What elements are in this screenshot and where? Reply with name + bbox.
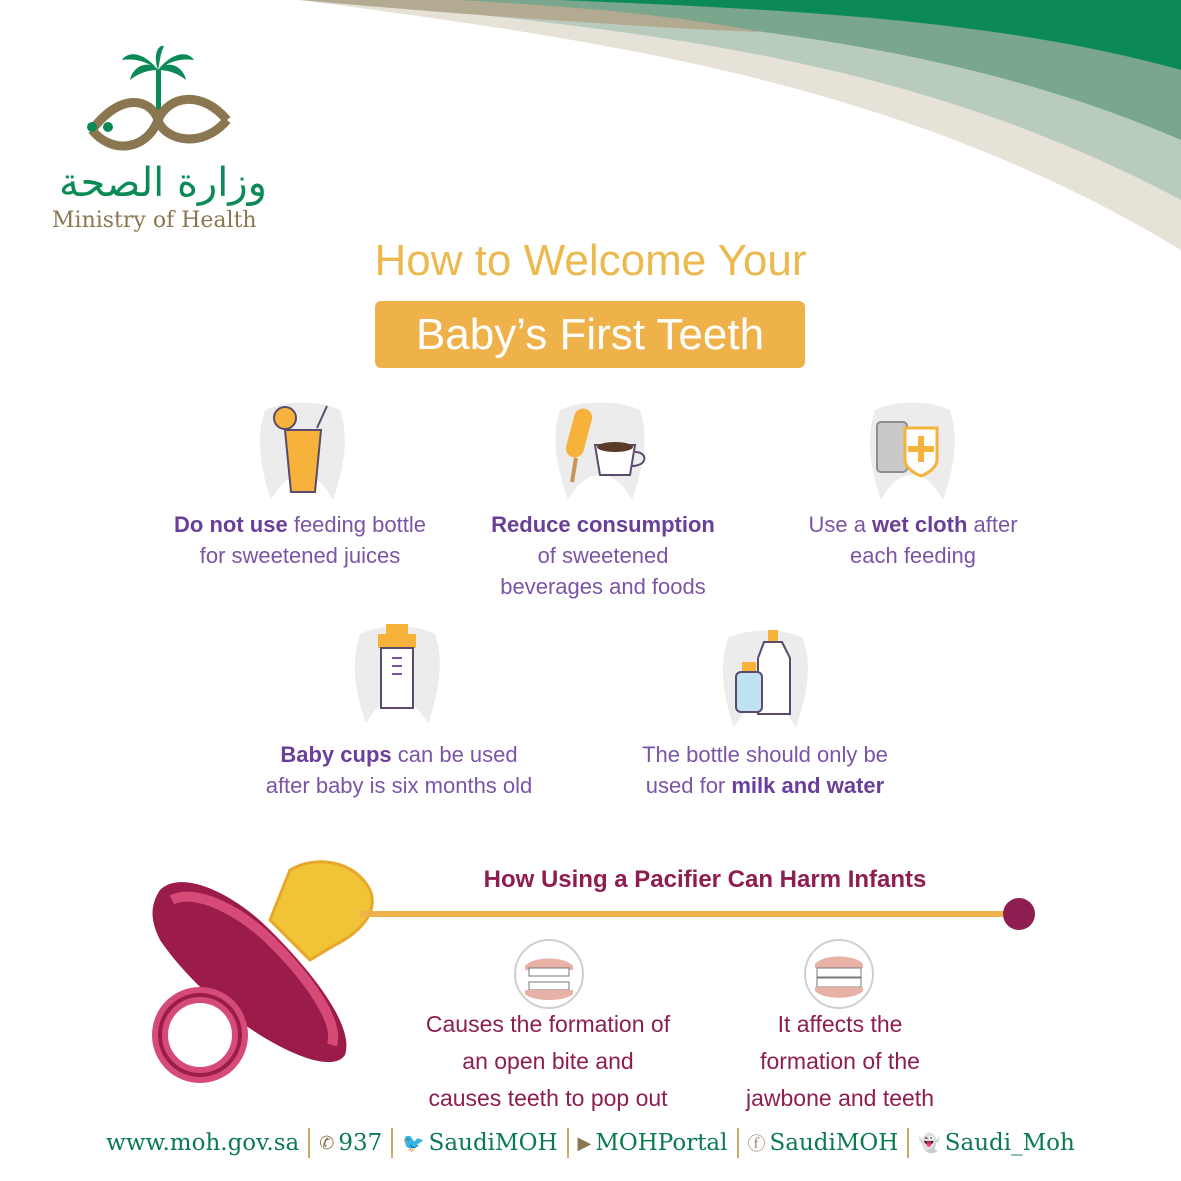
tip-wet-cloth — [763, 509, 1063, 571]
tip-no-feeding-bottle — [140, 509, 460, 571]
footer-separator — [308, 1128, 310, 1158]
harm-2-line3: jawbone and teeth — [746, 1085, 934, 1111]
jawbone-teeth-icon — [803, 938, 875, 1010]
baby-cup-tooth-icon — [350, 622, 445, 734]
tip-1-bold: Do not use — [174, 512, 288, 537]
youtube-icon: ▶ — [577, 1132, 592, 1154]
bottles-tooth-icon — [718, 628, 813, 738]
tip-3-pre: Use a — [808, 512, 873, 537]
logo-english-text: Ministry of Health — [52, 208, 257, 233]
logo-arabic-text: وزارة الصحة — [59, 160, 267, 206]
tip-4-bold: Baby cups — [280, 742, 392, 767]
tip-3-text-line2: each feeding — [850, 543, 976, 568]
tip-2-bold: Reduce consumption — [491, 512, 715, 537]
wet-cloth-tooth-icon — [865, 400, 960, 510]
harm-2-line2: formation of the — [760, 1048, 920, 1074]
tip-5-text-line1: The bottle should only be — [642, 742, 888, 767]
page-title-line2: Baby’s First Teeth — [415, 309, 765, 359]
open-bite-icon — [513, 938, 585, 1010]
tip-3-bold: wet cloth — [872, 512, 968, 537]
footer-snapchat[interactable]: Saudi_Moh — [944, 1130, 1075, 1156]
footer-website[interactable]: www.moh.gov.sa — [106, 1130, 300, 1156]
harm-jawbone — [700, 1006, 980, 1117]
facebook-icon: ⓕ — [747, 1134, 766, 1155]
tip-3-post: after — [967, 512, 1018, 537]
tip-reduce-consumption — [453, 509, 753, 602]
section-divider-dot — [1003, 898, 1035, 930]
palm-emblem-icon — [52, 40, 267, 160]
harm-1-line1: Causes the formation of — [425, 1011, 671, 1037]
tip-baby-cups — [219, 739, 579, 801]
footer-phone[interactable]: 937 — [338, 1130, 383, 1156]
footer-separator — [567, 1128, 569, 1158]
footer-facebook[interactable]: SaudiMOH — [769, 1130, 899, 1156]
phone-icon: ✆ — [319, 1132, 335, 1154]
page-title-banner — [375, 301, 805, 368]
harm-1-line2: an open bite and — [462, 1048, 634, 1074]
footer-youtube[interactable]: MOHPortal — [595, 1130, 728, 1156]
section-divider-line — [360, 911, 1020, 917]
tip-5-bold: milk and water — [731, 773, 885, 798]
footer-separator — [391, 1128, 393, 1158]
footer-separator — [907, 1128, 909, 1158]
icecream-tea-tooth-icon — [550, 400, 660, 510]
twitter-icon: 🐦 — [402, 1132, 425, 1154]
footer-twitter[interactable]: SaudiMOH — [428, 1130, 558, 1156]
snapchat-icon: 👻 — [918, 1132, 941, 1154]
harm-open-bite — [398, 1006, 698, 1117]
pacifier-icon — [140, 850, 380, 1100]
pacifier-section-title: How Using a Pacifier Can Harm Infants — [483, 866, 927, 893]
tip-5-pre: used for — [645, 773, 732, 798]
tip-milk-water — [600, 739, 930, 801]
tip-4-text: can be used — [391, 742, 518, 767]
footer-separator — [737, 1128, 739, 1158]
juice-tooth-icon — [255, 400, 350, 510]
tip-2-text-line1: of sweetened — [537, 543, 669, 568]
page-title-line1: How to Welcome Your — [374, 236, 807, 285]
tip-1-text-line2: for sweetened juices — [199, 543, 401, 568]
tip-1-text: feeding bottle — [287, 512, 426, 537]
harm-2-line1: It affects the — [777, 1011, 903, 1037]
footer-contacts — [0, 1128, 1181, 1158]
tip-2-text-line2: beverages and foods — [500, 574, 706, 599]
harm-1-line3: causes teeth to pop out — [428, 1085, 668, 1111]
tip-4-text-line2: after baby is six months old — [265, 773, 533, 798]
